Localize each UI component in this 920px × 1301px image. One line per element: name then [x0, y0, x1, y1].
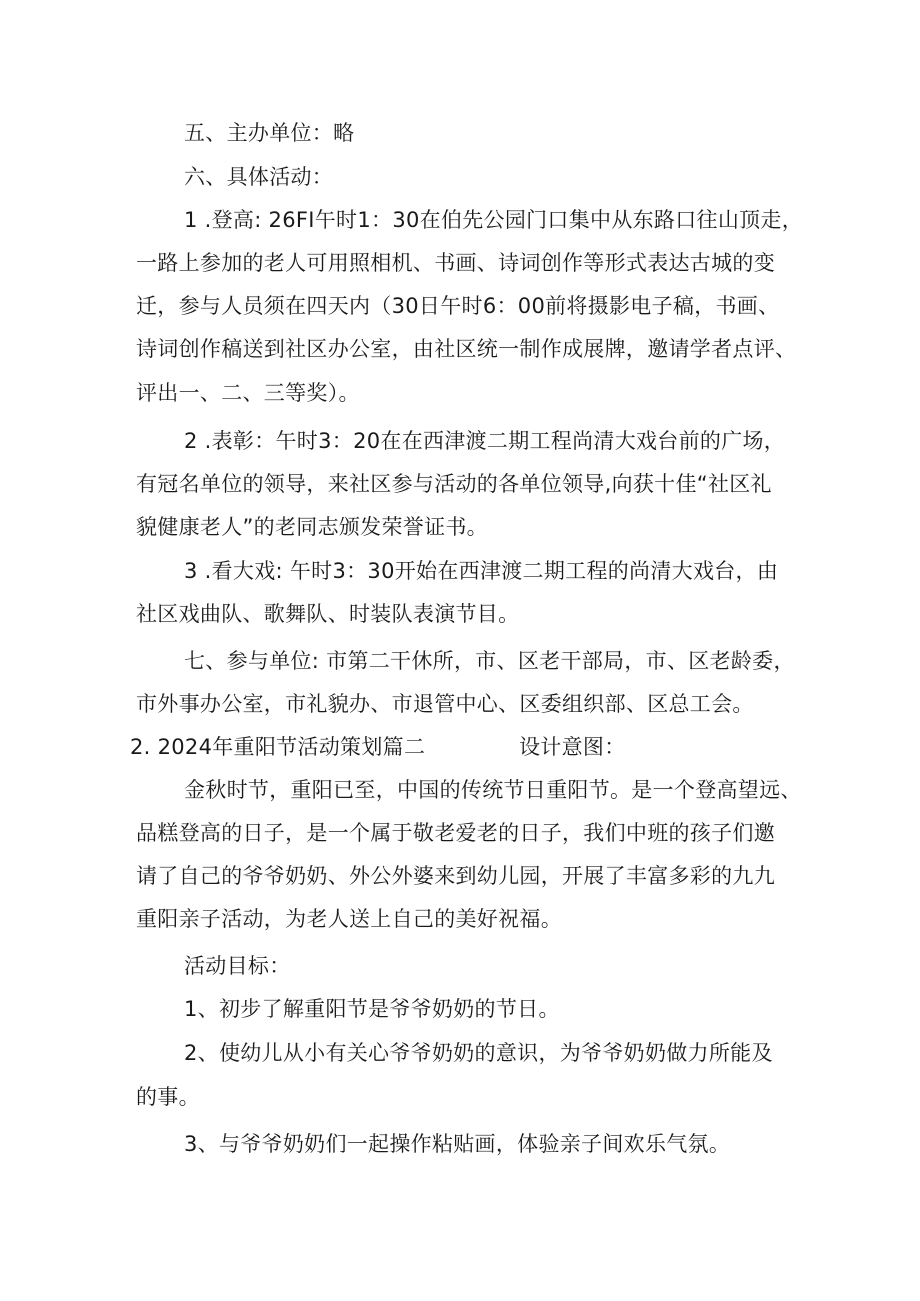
paragraph-line: 迁，参与人员须在四天内（30日午时6：00前将摄影电子稿，书画、	[136, 294, 780, 318]
paragraph-line: 重阳亲子活动，为老人送上自己的美好祝福。	[136, 907, 562, 931]
paragraph-line: 七、参与单位: 市第二干休所，市、区老干部局，市、区老龄委，	[184, 649, 795, 673]
paragraph-line: 品糕登高的日子，是一个属于敬老爱老的日子，我们中班的孩子们邀	[136, 821, 775, 845]
paragraph-line: 一路上参加的老人可用照相机、书画、诗词创作等形式表达古城的变	[136, 251, 775, 275]
paragraph-line: 的事。	[136, 1085, 200, 1109]
paragraph-line: 貌健康老人”的老同志颁发荣誉证书。	[136, 515, 488, 539]
section-6-title: 六、具体活动：	[184, 165, 334, 189]
paragraph-line: 请了自己的爷爷奶奶、外公外婆来到幼儿园，开展了丰富多彩的九九	[136, 864, 775, 888]
paragraph-line: 3 .看大戏: 午时3：30开始在西津渡二期工程的尚清大戏台，由	[184, 559, 779, 583]
paragraph-line: 金秋时节，重阳已至，中国的传统节日重阳节。是一个登高望远、	[184, 778, 802, 802]
paragraph-line: 诗词创作稿送到社区办公室，由社区统一制作成展牌，邀请学者点评、	[136, 337, 797, 361]
section-5-organizer: 五、主办单位：略	[184, 121, 355, 145]
goals-title: 活动目标：	[184, 954, 291, 978]
design-intent-title: 设计意图：	[519, 735, 626, 759]
paragraph-line: 评出一、二、三等奖）。	[136, 381, 360, 405]
paragraph-line: 2、使幼儿从小有关心爷爷奶奶的意识，为爷爷奶奶做力所能及	[184, 1041, 773, 1065]
paragraph-line: 1 .登高: 26FI午时1：30在伯先公园门口集中从东路口往山顶走，	[184, 208, 804, 232]
goal-3: 3、与爷爷奶奶们一起操作粘贴画，体验亲子间欢乐气氛。	[184, 1132, 731, 1156]
paragraph-line: 2 .表彰：午时3：20在在西津渡二期工程尚清大戏台前的广场，	[184, 429, 786, 453]
paragraph-line: 有冠名单位的领导，来社区参与活动的各单位领导,向获十佳“社区礼	[136, 472, 772, 496]
section-heading: 2. 2024年重阳节活动策划篇二	[130, 735, 426, 759]
goal-1: 1、初步了解重阳节是爷爷奶奶的节日。	[184, 997, 560, 1021]
paragraph-line: 社区戏曲队、歌舞队、时装队表演节目。	[136, 602, 520, 626]
paragraph-line: 市外事办公室，市礼貌办、市退管中心、区委组织部、区总工会。	[136, 692, 754, 716]
